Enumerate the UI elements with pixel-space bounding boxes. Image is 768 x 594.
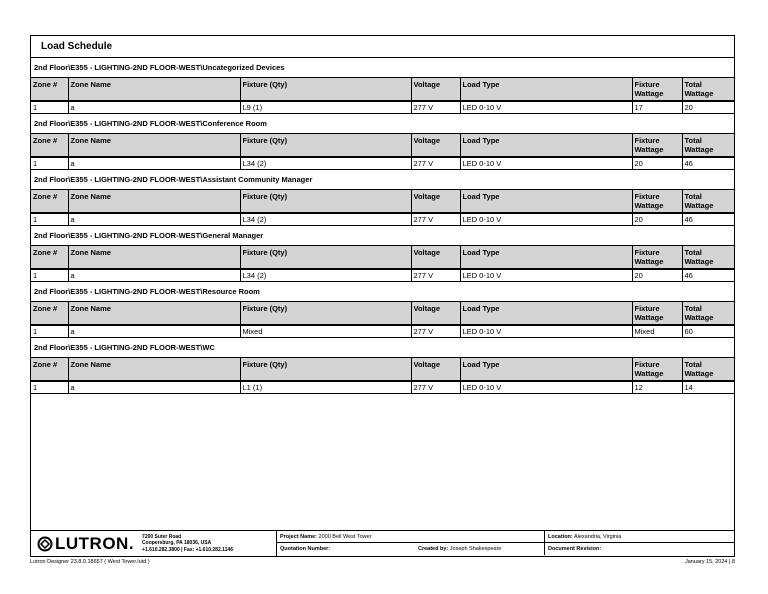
page-title: Load Schedule (31, 36, 734, 58)
cell-total-wattage: 46 (682, 157, 734, 170)
cell-fixture-wattage: 20 (632, 269, 682, 282)
table-header-row (31, 190, 734, 213)
created-value: Joseph Shakespeare (449, 546, 502, 552)
load-table (31, 358, 734, 394)
table-row (31, 101, 734, 114)
column-header: Fixture Wattage (632, 302, 682, 325)
column-header: Fixture (Qty) (240, 78, 411, 101)
lutron-emblem-icon (37, 536, 53, 552)
table-header-row (31, 78, 734, 101)
column-header: Fixture Wattage (632, 134, 682, 157)
column-header: Total Wattage (682, 358, 734, 381)
column-header: Zone # (31, 78, 68, 101)
column-header: Voltage (411, 302, 460, 325)
column-header: Fixture Wattage (632, 358, 682, 381)
cell-total-wattage: 46 (682, 269, 734, 282)
column-header: Voltage (411, 134, 460, 157)
address-line-1: 7200 Suter Road (142, 533, 182, 540)
cell-fixture-wattage: 20 (632, 157, 682, 170)
column-header: Load Type (460, 134, 632, 157)
footer-info-grid (277, 531, 734, 556)
cell-fixture-wattage: Mixed (632, 325, 682, 338)
project-label: Project Name: (280, 534, 317, 540)
column-header: Zone # (31, 246, 68, 269)
cell-zone: 1 (31, 157, 68, 170)
column-header: Zone # (31, 190, 68, 213)
column-header: Fixture (Qty) (240, 358, 411, 381)
cell-fixture: L34 (2) (240, 213, 411, 226)
created-label: Created by: (418, 546, 449, 552)
column-header: Zone Name (68, 134, 240, 157)
column-header: Total Wattage (682, 246, 734, 269)
cell-zone: 1 (31, 101, 68, 114)
column-header: Fixture Wattage (632, 78, 682, 101)
load-table (31, 190, 734, 226)
column-header: Zone # (31, 302, 68, 325)
table-header-row (31, 358, 734, 381)
table-row (31, 157, 734, 170)
address-line-2: Coopersburg, PA 18036, USA (142, 540, 212, 547)
page-bottom-line (30, 559, 735, 565)
cell-voltage: 277 V (411, 269, 460, 282)
cell-fixture-wattage: 12 (632, 381, 682, 394)
load-table (31, 78, 734, 114)
section-heading: 2nd Floor\E355 - LIGHTING-2ND FLOOR-WEST\Conference Room (31, 114, 734, 134)
cell-fixture: Mixed (240, 325, 411, 338)
table-header-row (31, 302, 734, 325)
column-header: Zone # (31, 358, 68, 381)
company-address (142, 534, 233, 554)
table-header-row (31, 246, 734, 269)
column-header: Fixture (Qty) (240, 302, 411, 325)
cell-fixture: L9 (1) (240, 101, 411, 114)
cell-fixture-wattage: 20 (632, 213, 682, 226)
created-by-cell (415, 543, 545, 555)
cell-load-type: LED 0-10 V (460, 325, 632, 338)
column-header: Voltage (411, 190, 460, 213)
cell-name: a (68, 325, 240, 338)
cell-voltage: 277 V (411, 381, 460, 394)
logo-cell (31, 531, 277, 556)
cell-load-type: LED 0-10 V (460, 269, 632, 282)
column-header: Fixture (Qty) (240, 134, 411, 157)
column-header: Voltage (411, 246, 460, 269)
column-header: Zone Name (68, 302, 240, 325)
column-header: Voltage (411, 78, 460, 101)
cell-zone: 1 (31, 381, 68, 394)
table-row (31, 325, 734, 338)
cell-total-wattage: 20 (682, 101, 734, 114)
cell-zone: 1 (31, 213, 68, 226)
footer (31, 530, 734, 556)
column-header: Load Type (460, 190, 632, 213)
cell-zone: 1 (31, 269, 68, 282)
column-header: Zone Name (68, 246, 240, 269)
load-table (31, 302, 734, 338)
column-header: Voltage (411, 358, 460, 381)
column-header: Zone Name (68, 190, 240, 213)
location-value: Alexandria, Virginia (573, 534, 622, 540)
column-header: Total Wattage (682, 134, 734, 157)
quotation-cell (277, 543, 415, 555)
address-line-3: +1.610.282.3800 | Fax: +1.610.282.1146 (142, 546, 233, 553)
lutron-logo (37, 534, 134, 554)
cell-name: a (68, 101, 240, 114)
cell-voltage: 277 V (411, 157, 460, 170)
column-header: Fixture Wattage (632, 190, 682, 213)
section-heading: 2nd Floor\E355 - LIGHTING-2ND FLOOR-WEST\Assistant Community Manager (31, 170, 734, 190)
brand-name: LUTRON. (55, 533, 135, 553)
load-schedule-page (30, 35, 735, 557)
cell-load-type: LED 0-10 V (460, 381, 632, 394)
column-header: Fixture (Qty) (240, 190, 411, 213)
column-header: Zone Name (68, 358, 240, 381)
cell-fixture: L34 (2) (240, 269, 411, 282)
section-heading: 2nd Floor\E355 - LIGHTING-2ND FLOOR-WEST\Uncategorized Devices (31, 58, 734, 78)
project-name-cell (277, 531, 545, 543)
cell-load-type: LED 0-10 V (460, 213, 632, 226)
cell-fixture-wattage: 17 (632, 101, 682, 114)
cell-total-wattage: 60 (682, 325, 734, 338)
cell-load-type: LED 0-10 V (460, 157, 632, 170)
column-header: Zone # (31, 134, 68, 157)
load-table (31, 134, 734, 170)
column-header: Load Type (460, 302, 632, 325)
table-header-row (31, 134, 734, 157)
column-header: Total Wattage (682, 302, 734, 325)
cell-zone: 1 (31, 325, 68, 338)
column-header: Fixture Wattage (632, 246, 682, 269)
cell-name: a (68, 213, 240, 226)
load-table (31, 246, 734, 282)
cell-voltage: 277 V (411, 101, 460, 114)
column-header: Total Wattage (682, 78, 734, 101)
section-heading: 2nd Floor\E355 - LIGHTING-2ND FLOOR-WEST\Resource Room (31, 282, 734, 302)
column-header: Load Type (460, 246, 632, 269)
location-label: Location: (548, 534, 573, 540)
cell-total-wattage: 14 (682, 381, 734, 394)
table-row (31, 381, 734, 394)
table-row (31, 269, 734, 282)
revision-cell (545, 543, 734, 555)
cell-fixture: L1 (1) (240, 381, 411, 394)
cell-fixture: L34 (2) (240, 157, 411, 170)
cell-name: a (68, 269, 240, 282)
cell-total-wattage: 46 (682, 213, 734, 226)
section-heading: 2nd Floor\E355 - LIGHTING-2ND FLOOR-WEST\WC (31, 338, 734, 358)
software-version: Lutron Designer 23.8.0.18657 ( West Tower.lutd ) (30, 559, 150, 565)
cell-name: a (68, 381, 240, 394)
revision-label: Document Revision: (548, 546, 602, 552)
project-value: 2000 Bell West Tower (318, 534, 372, 540)
cell-voltage: 277 V (411, 213, 460, 226)
date-page-number: January 15, 2024 | 8 (684, 559, 735, 565)
table-row (31, 213, 734, 226)
cell-voltage: 277 V (411, 325, 460, 338)
cell-load-type: LED 0-10 V (460, 101, 632, 114)
section-heading: 2nd Floor\E355 - LIGHTING-2ND FLOOR-WEST\General Manager (31, 226, 734, 246)
column-header: Zone Name (68, 78, 240, 101)
sections-container (31, 58, 734, 394)
column-header: Load Type (460, 358, 632, 381)
column-header: Fixture (Qty) (240, 246, 411, 269)
cell-name: a (68, 157, 240, 170)
column-header: Total Wattage (682, 190, 734, 213)
column-header: Load Type (460, 78, 632, 101)
location-cell (545, 531, 734, 543)
quotation-label: Quotation Number: (280, 546, 331, 552)
